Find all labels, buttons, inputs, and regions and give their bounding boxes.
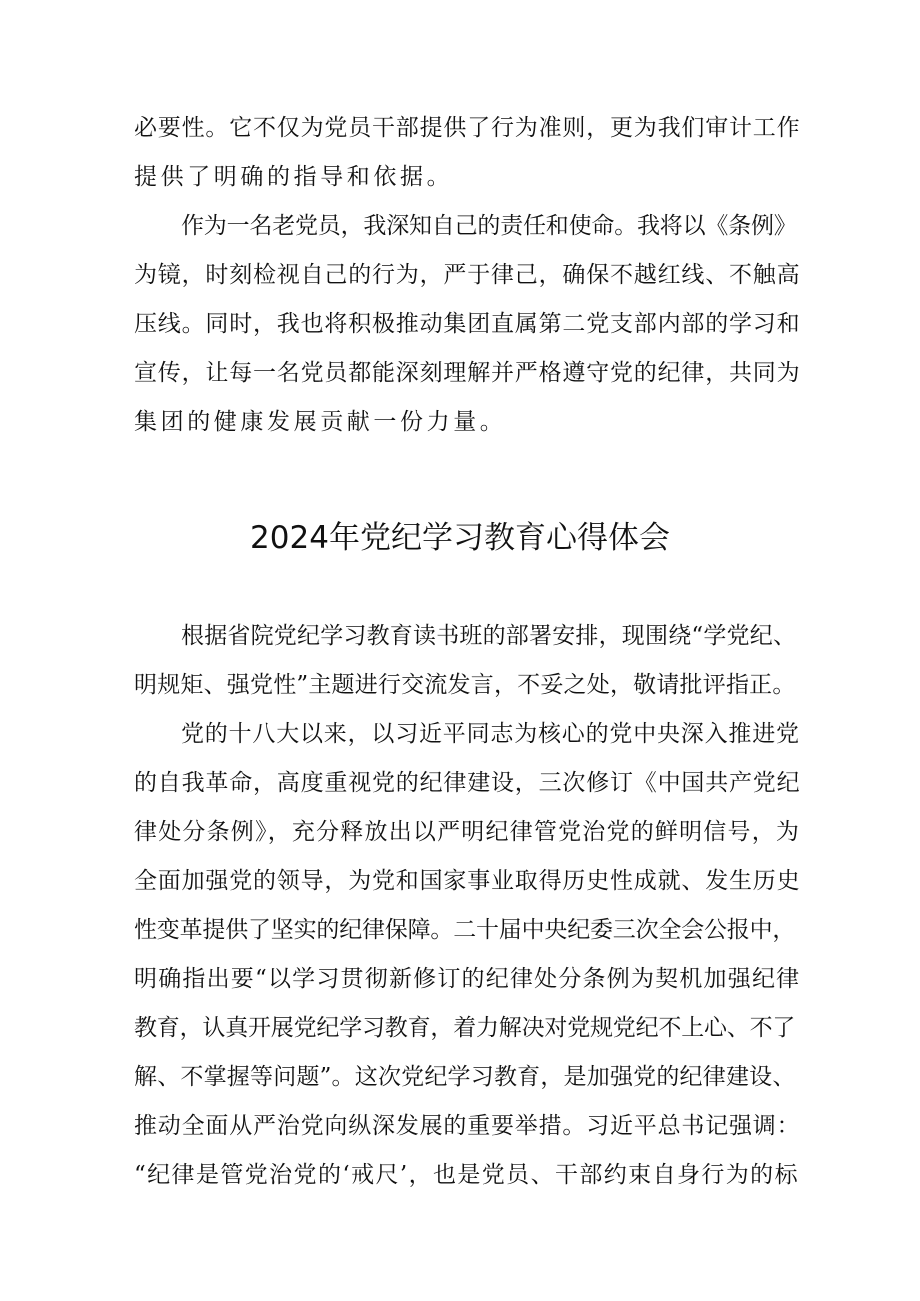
paragraph-line: 提供了明确的指导和依据。 bbox=[134, 164, 454, 190]
paragraph-line: 根据省院党纪学习教育读书班的部署安排，现围绕“学党纪、 bbox=[181, 623, 797, 649]
article-title: 2024年党纪学习教育心得体会 bbox=[250, 520, 670, 556]
paragraph-line: 为镜，时刻检视自己的行为，严于律己，确保不越红线、不触高 bbox=[134, 262, 801, 288]
paragraph-line: 律处分条例》，充分释放出以严明纪律管党治党的鲜明信号，为 bbox=[134, 819, 801, 845]
paragraph-line: 的自我革命，高度重视党的纪律建设，三次修订《中国共产党纪 bbox=[134, 770, 801, 796]
paragraph-line: “纪律是管党治党的‘戒尺’，也是党员、干部约束自身行为的标 bbox=[134, 1162, 799, 1188]
paragraph-line: 党的十八大以来，以习近平同志为核心的党中央深入推进党 bbox=[181, 721, 800, 747]
paragraph-line: 集团的健康发展贡献一份力量。 bbox=[134, 409, 507, 435]
paragraph-line: 压线。同时，我也将积极推动集团直属第二党支部内部的学习和 bbox=[134, 311, 801, 337]
paragraph-line: 解、不掌握等问题”。这次党纪学习教育，是加强党的纪律建设、 bbox=[134, 1064, 796, 1090]
paragraph-line: 明规矩、强党性”主题进行交流发言，不妥之处，敬请批评指正。 bbox=[134, 672, 796, 698]
paragraph-line: 教育，认真开展党纪学习教育，着力解决对党规党纪不上心、不了 bbox=[134, 1015, 796, 1041]
paragraph-line: 推动全面从严治党向纵深发展的重要举措。习近平总书记强调： bbox=[134, 1113, 801, 1139]
paragraph-line: 性变革提供了坚实的纪律保障。二十届中央纪委三次全会公报中， bbox=[134, 917, 796, 943]
paragraph-line: 明确指出要“以学习贯彻新修订的纪律处分条例为契机加强纪律 bbox=[134, 966, 801, 992]
paragraph-line: 必要性。它不仅为党员干部提供了行为准则，更为我们审计工作 bbox=[134, 115, 801, 141]
paragraph-line: 作为一名老党员，我深知自己的责任和使命。我将以《条例》 bbox=[181, 213, 797, 239]
paragraph-line: 全面加强党的领导，为党和国家事业取得历史性成就、发生历史 bbox=[134, 868, 801, 894]
paragraph-line: 宣传，让每一名党员都能深刻理解并严格遵守党的纪律，共同为 bbox=[134, 360, 801, 386]
